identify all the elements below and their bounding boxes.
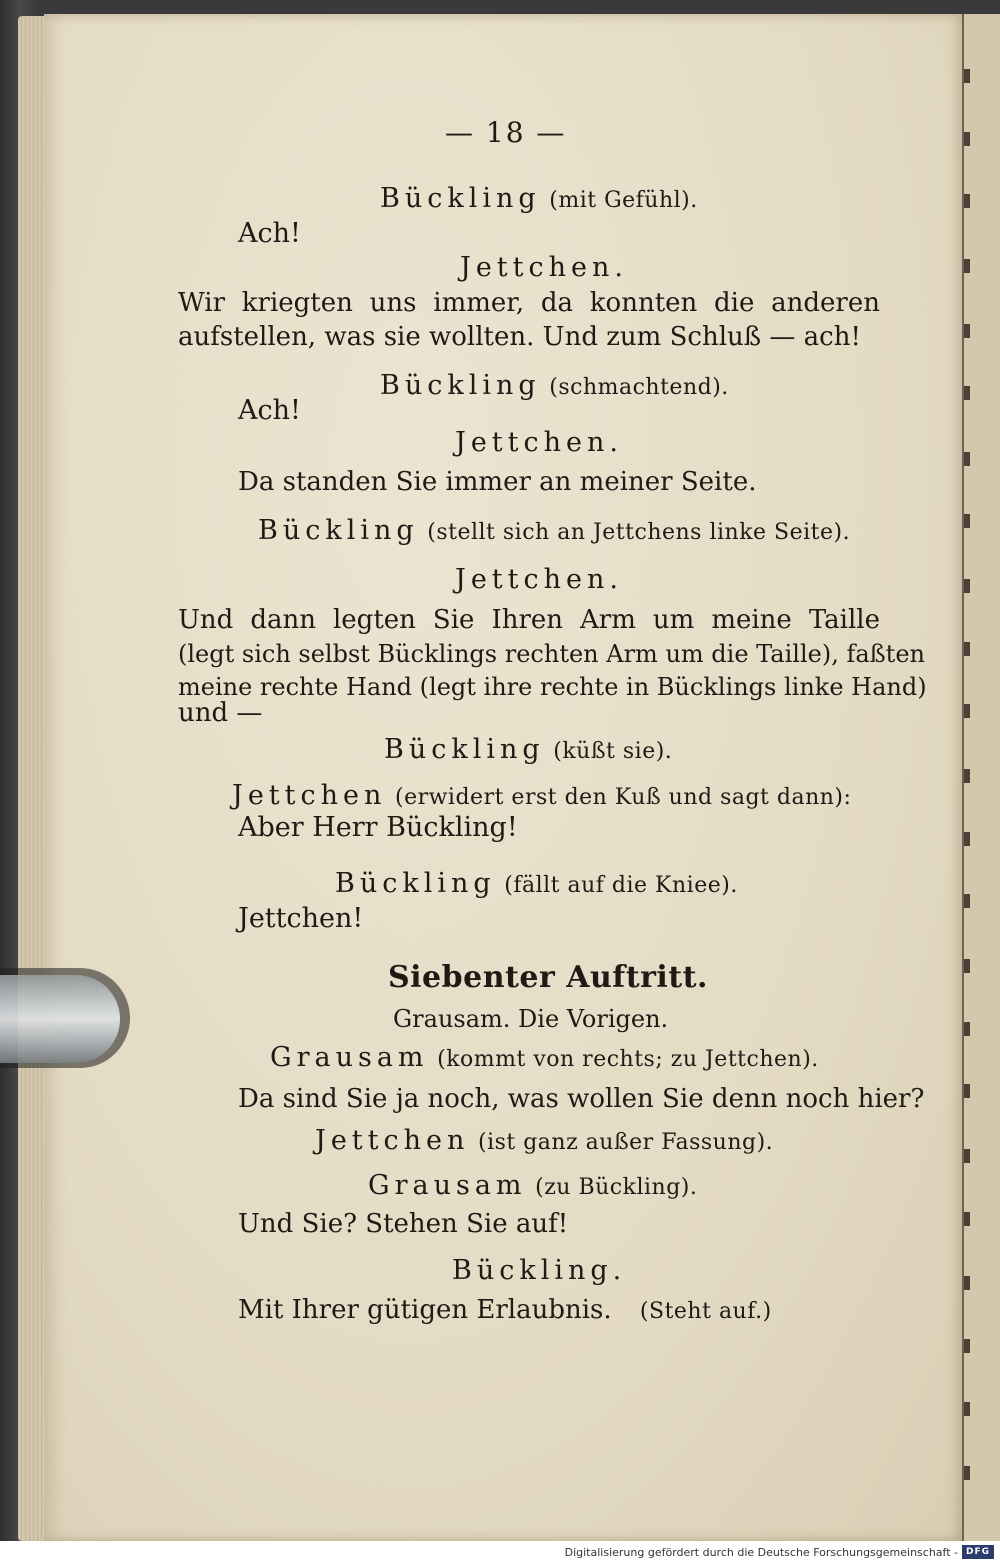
binding-stitch [964,132,970,146]
speaker-name: Jettchen [315,1125,470,1156]
stage-direction: (ist ganz außer Fassung). [477,1130,774,1155]
scene-heading: Siebenter Auftritt. [388,960,708,995]
speech-line: Wir kriegten uns immer, da konnten die anderen [178,288,880,318]
speech-line: Da standen Sie immer an meiner Seite. [238,467,757,497]
binding-stitch [964,642,970,656]
stage-direction: (küßt sie). [553,739,673,764]
speech-line: meine rechte Hand (legt ihre rechte in Bücklings linke Hand) [178,673,927,701]
stage-direction: (mit Gefühl). [549,188,698,213]
stage-line [335,868,738,902]
speaker-name: Bückling [380,183,541,214]
scanner-clip [0,975,120,1063]
binding-stitch [964,894,970,908]
speaker-name: Jettchen. [455,564,623,595]
speaker-name: Bückling [258,515,419,546]
stage-line [232,780,851,814]
speech-line: Und Sie? Stehen Sie auf! [238,1209,569,1239]
binding-stitch [964,704,970,718]
binding-stitch [964,386,970,400]
binding-stitch [964,69,970,83]
page-number: — 18 — [445,116,567,149]
binding-stitch [964,1339,970,1353]
binding-stitch [964,1276,970,1290]
stage-direction: (stellt sich an Jettchens linke Seite). [427,520,851,545]
binding-strip [962,14,1000,1541]
funding-credit: Digitalisierung gefördert durch die Deutsche Forschungsgemeinschaft - [564,1546,958,1559]
stage-direction: (schmachtend). [549,375,729,400]
stage-line [315,1125,773,1159]
binding-stitch [964,1212,970,1226]
speaker-name: Bückling [335,868,496,899]
stage-direction: (erwidert erst den Kuß und sagt dann): [394,785,852,810]
stage-line [368,1170,697,1204]
binding-stitch [964,1466,970,1480]
speech-line: (legt sich selbst Bücklings rechten Arm um die Taille), faßten [178,640,925,668]
binding-stitch [964,1022,970,1036]
stage-direction: (fällt auf die Kniee). [504,873,738,898]
stage-line [384,734,672,768]
stage-line [258,515,850,549]
stage-direction: (zu Bückling). [535,1175,698,1200]
speaker-name: Jettchen. [460,252,628,283]
binding-stitch [964,324,970,338]
binding-stitch [964,1084,970,1098]
binding-stitch [964,259,970,273]
speaker-name: Bückling. [452,1255,627,1286]
binding-stitch [964,769,970,783]
speech-line: Ach! [238,218,301,249]
speech-text: Mit Ihrer gütigen Erlaubnis. [238,1295,612,1325]
stage-line [380,370,729,404]
binding-stitch [964,514,970,528]
scene-cast: Grausam. Die Vorigen. [393,1005,669,1033]
speaker-name: Grausam [270,1042,429,1073]
stage-direction: (Steht auf.) [639,1299,772,1324]
binding-stitch [964,452,970,466]
speech-line: Da sind Sie ja noch, was wollen Sie denn noch hier? [238,1084,925,1114]
speaker-name: Jettchen [232,780,387,811]
binding-stitch [964,1402,970,1416]
binding-stitch [964,579,970,593]
speech-line: Und dann legten Sie Ihren Arm um meine Taille [178,605,880,635]
speaker-name: Bückling [384,734,545,765]
stage-line [270,1042,819,1076]
speech-line: Jettchen! [238,903,364,934]
speech-line: Aber Herr Bückling! [238,812,518,843]
stage-direction: (kommt von rechts; zu Jettchen). [437,1047,819,1072]
speaker-name: Grausam [368,1170,527,1201]
stage-line [380,183,698,217]
dfg-logo: DFG [962,1545,994,1559]
speech-line: Ach! [238,395,301,426]
stage-line [238,1294,772,1328]
speech-line: und — [178,698,263,728]
binding-stitch [964,832,970,846]
speaker-name: Bückling [380,370,541,401]
binding-stitch [964,194,970,208]
speaker-name: Jettchen. [455,427,623,458]
binding-stitch [964,1149,970,1163]
speech-line: aufstellen, was sie wollten. Und zum Schluß — ach! [178,322,861,352]
binding-stitch [964,959,970,973]
